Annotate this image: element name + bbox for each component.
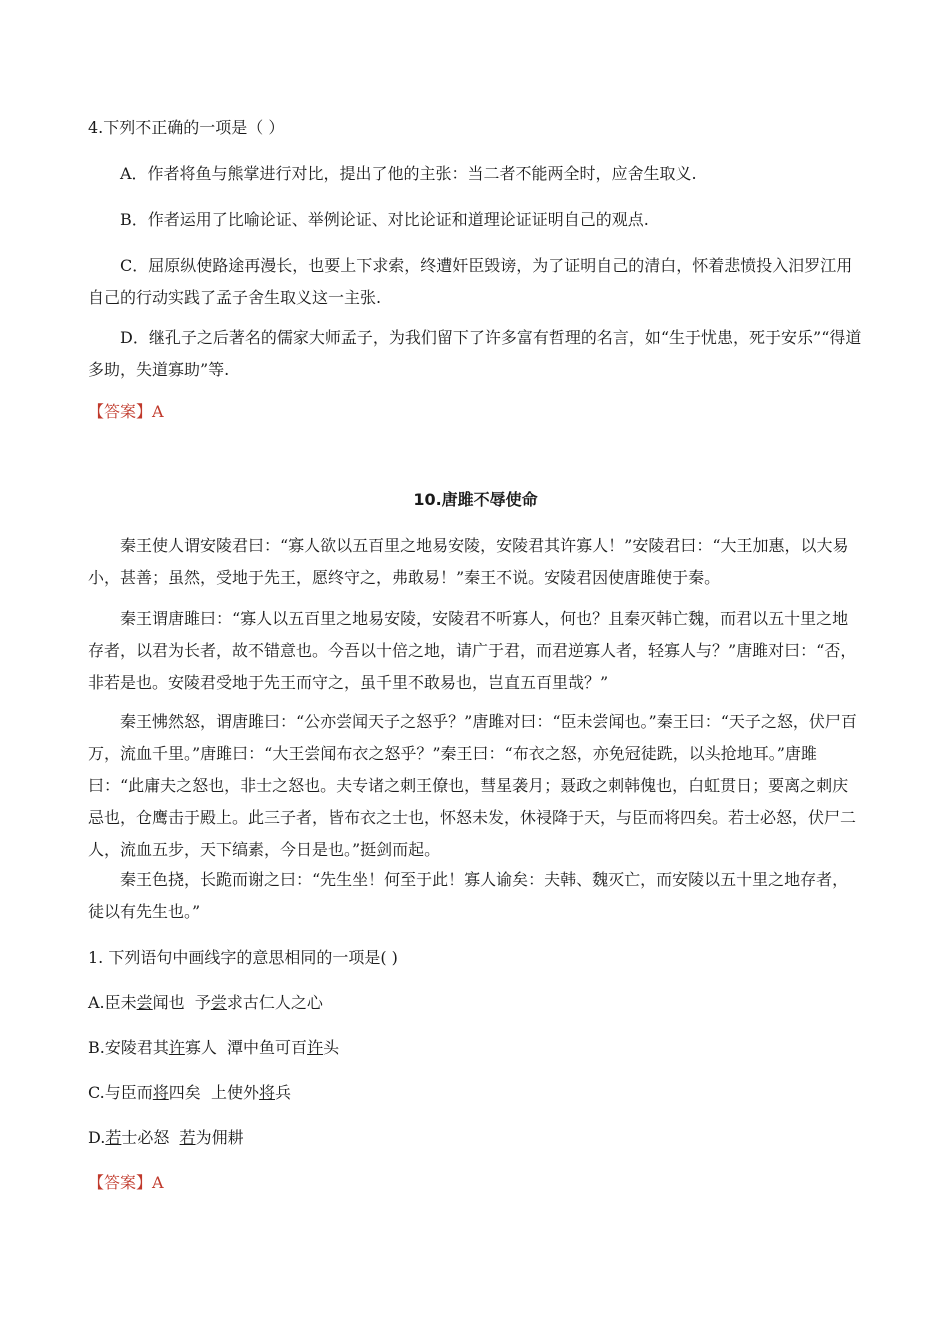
option-text: C.与臣而 — [88, 1083, 153, 1102]
option-text: 闻也 予 — [152, 993, 211, 1012]
passage-paragraph: 秦王谓唐雎曰：“寡人以五百里之地易安陵，安陵君不听寡人，何也？且秦灭韩亡魏，而君以五十里之地存者，以君为长者，故不错意也。今吾以十倍之地，请广于君，而君逆寡人者，轻寡人与？”唐雎对曰：“否，非若是也。安陵君受地于先王而守之，虽千里不敢易也，岂直五百里哉？” — [88, 609, 857, 692]
q1-stem: 1. 下列语句中画线字的意思相同的一项是( ) — [88, 948, 398, 967]
option-text: 兵 — [274, 1083, 291, 1102]
q4-answer — [88, 396, 863, 428]
passage-paragraph: 秦王色挠，长跪而谢之曰：“先生坐！何至于此！寡人谕矣：夫韩、魏灭亡，而安陵以五十里之地存者，徒以有先生也。” — [88, 870, 849, 921]
q4-answer-value: A — [152, 402, 164, 421]
q1-option-c — [88, 1077, 863, 1109]
q4-stem: 4.下列不正确的一项是（ ） — [88, 118, 285, 137]
q4-option-c: C．屈原纵使路途再漫长，也要上下求索，终遭奸臣毁谤，为了证明自己的清白，怀着悲愤投入汨罗江用自己的行动实践了孟子舍生取义这一主张. — [88, 256, 853, 307]
q1-answer-value: A — [152, 1173, 164, 1192]
underlined-char: 将 — [258, 1083, 275, 1102]
option-text: B.安陵君其 — [88, 1038, 169, 1057]
option-text: 士必怒 — [121, 1128, 180, 1147]
underlined-char: 许 — [168, 1038, 185, 1057]
underlined-char: 许 — [307, 1038, 324, 1057]
q1-option-b — [88, 1032, 863, 1064]
q1-answer — [88, 1167, 863, 1199]
q4-answer-label: 【答案】 — [88, 402, 153, 421]
passage-paragraph: 秦王怫然怒，谓唐雎曰：“公亦尝闻天子之怒乎？”唐雎对曰：“臣未尝闻也。”秦王曰：“天子之怒，伏尸百万，流血千里。”唐雎曰：“大王尝闻布衣之怒乎？”秦王曰：“布衣之怒，亦免冠徒跣，以头抢地耳。”唐雎曰：“此庸夫之怒也，非士之怒也。夫专诸之刺王僚也，彗星袭月；聂政之刺韩傀也，白虹贯日；要离之刺庆忌也，仓鹰击于殿上。此三子者，皆布衣之士也，怀怒未发，休祲降于天，与臣而将四矣。若士必怒，伏尸二人，流血五步，天下缟素，今日是也。”挺剑而起。 — [88, 712, 857, 859]
underlined-char: 将 — [152, 1083, 169, 1102]
passage-paragraph: 秦王使人谓安陵君曰：“寡人欲以五百里之地易安陵，安陵君其许寡人！”安陵君曰：“大王加惠，以大易小，甚善；虽然，受地于先王，愿终守之，弗敢易！”秦王不说。安陵君因使唐雎使于秦。 — [88, 536, 849, 587]
underlined-char: 尝 — [136, 993, 153, 1012]
underlined-char: 若 — [179, 1128, 196, 1147]
q1-option-a — [88, 987, 863, 1019]
option-text: 求古仁人之心 — [226, 993, 323, 1012]
option-text: 四矣 上使外 — [168, 1083, 259, 1102]
option-text: 头 — [323, 1038, 340, 1057]
q4-option-a: A．作者将鱼与熊掌进行对比，提出了他的主张：当二者不能两全时，应舍生取义. — [120, 164, 697, 183]
q4-option-d: D．继孔子之后著名的儒家大师孟子，为我们留下了许多富有哲理的名言，如“生于忧患，死于安乐”“得道多助，失道寡助”等. — [88, 328, 862, 379]
option-text: A.臣未 — [88, 993, 137, 1012]
q1-option-d — [88, 1122, 863, 1154]
q1-answer-label: 【答案】 — [88, 1173, 153, 1192]
option-text: 为佣耕 — [195, 1128, 244, 1147]
section-title: 10.唐雎不辱使命 — [413, 490, 538, 509]
option-text: D. — [88, 1128, 106, 1147]
q4-option-b: B．作者运用了比喻论证、举例论证、对比论证和道理论证证明自己的观点. — [120, 210, 649, 229]
underlined-char: 若 — [105, 1128, 122, 1147]
option-text: 寡人 潭中鱼可百 — [184, 1038, 308, 1057]
underlined-char: 尝 — [210, 993, 227, 1012]
